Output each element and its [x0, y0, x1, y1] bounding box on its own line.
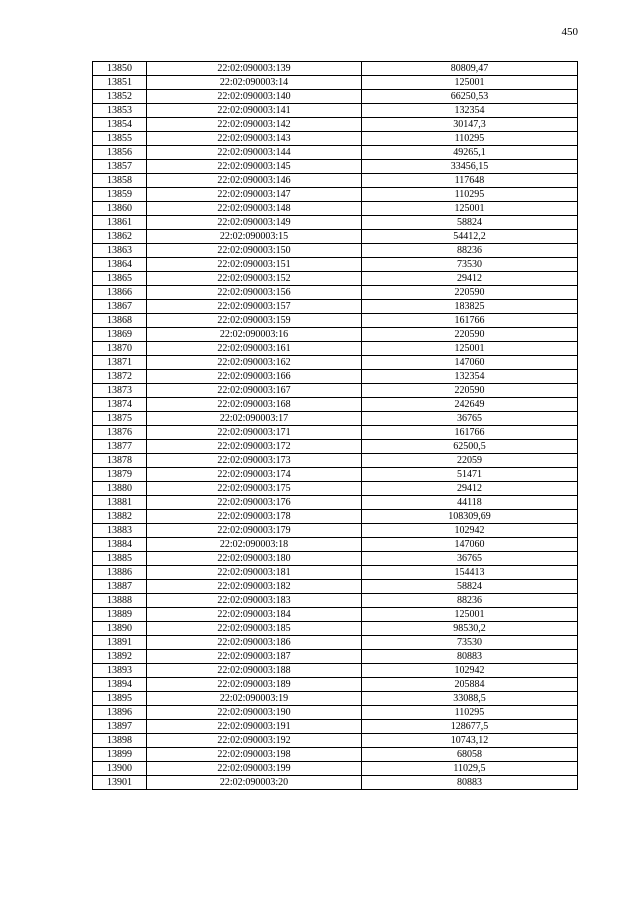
table-row — [93, 454, 578, 468]
value-cell: 73530 — [362, 258, 578, 272]
row-number-cell: 13894 — [93, 678, 147, 692]
table-row — [93, 384, 578, 398]
value-cell: 68058 — [362, 748, 578, 762]
row-number-cell: 13865 — [93, 272, 147, 286]
row-number-cell: 13855 — [93, 132, 147, 146]
cadastral-number-cell: 22:02:090003:191 — [147, 720, 362, 734]
row-number-cell: 13884 — [93, 538, 147, 552]
cadastral-number-cell: 22:02:090003:176 — [147, 496, 362, 510]
cadastral-number-cell: 22:02:090003:139 — [147, 62, 362, 76]
table-row — [93, 146, 578, 160]
row-number-cell: 13859 — [93, 188, 147, 202]
cadastral-number-cell: 22:02:090003:167 — [147, 384, 362, 398]
row-number-cell: 13897 — [93, 720, 147, 734]
table-row — [93, 720, 578, 734]
table-row — [93, 748, 578, 762]
value-cell: 205884 — [362, 678, 578, 692]
row-number-cell: 13891 — [93, 636, 147, 650]
row-number-cell: 13861 — [93, 216, 147, 230]
cadastral-number-cell: 22:02:090003:190 — [147, 706, 362, 720]
value-cell: 102942 — [362, 524, 578, 538]
table-row — [93, 524, 578, 538]
table-row — [93, 216, 578, 230]
value-cell: 110295 — [362, 132, 578, 146]
value-cell: 73530 — [362, 636, 578, 650]
cadastral-number-cell: 22:02:090003:180 — [147, 552, 362, 566]
row-number-cell: 13862 — [93, 230, 147, 244]
page-number: 450 — [561, 26, 578, 38]
table-row — [93, 132, 578, 146]
cadastral-number-cell: 22:02:090003:181 — [147, 566, 362, 580]
value-cell: 58824 — [362, 580, 578, 594]
table-row — [93, 426, 578, 440]
row-number-cell: 13901 — [93, 776, 147, 790]
cadastral-number-cell: 22:02:090003:144 — [147, 146, 362, 160]
value-cell: 88236 — [362, 594, 578, 608]
cadastral-number-cell: 22:02:090003:142 — [147, 118, 362, 132]
row-number-cell: 13886 — [93, 566, 147, 580]
value-cell: 161766 — [362, 314, 578, 328]
cadastral-number-cell: 22:02:090003:159 — [147, 314, 362, 328]
row-number-cell: 13853 — [93, 104, 147, 118]
table-row — [93, 496, 578, 510]
value-cell: 44118 — [362, 496, 578, 510]
table-row — [93, 468, 578, 482]
value-cell: 29412 — [362, 482, 578, 496]
cadastral-number-cell: 22:02:090003:174 — [147, 468, 362, 482]
table-row — [93, 636, 578, 650]
value-cell: 147060 — [362, 538, 578, 552]
row-number-cell: 13864 — [93, 258, 147, 272]
row-number-cell: 13860 — [93, 202, 147, 216]
value-cell: 220590 — [362, 328, 578, 342]
table-row — [93, 188, 578, 202]
table-row — [93, 762, 578, 776]
value-cell: 98530,2 — [362, 622, 578, 636]
row-number-cell: 13877 — [93, 440, 147, 454]
cadastral-number-cell: 22:02:090003:198 — [147, 748, 362, 762]
cadastral-number-cell: 22:02:090003:150 — [147, 244, 362, 258]
cadastral-number-cell: 22:02:090003:146 — [147, 174, 362, 188]
value-cell: 10743,12 — [362, 734, 578, 748]
cadastral-number-cell: 22:02:090003:168 — [147, 398, 362, 412]
row-number-cell: 13892 — [93, 650, 147, 664]
row-number-cell: 13900 — [93, 762, 147, 776]
row-number-cell: 13885 — [93, 552, 147, 566]
row-number-cell: 13893 — [93, 664, 147, 678]
value-cell: 22059 — [362, 454, 578, 468]
table-row — [93, 412, 578, 426]
cadastral-number-cell: 22:02:090003:152 — [147, 272, 362, 286]
cadastral-number-cell: 22:02:090003:19 — [147, 692, 362, 706]
cadastral-number-cell: 22:02:090003:16 — [147, 328, 362, 342]
table-row — [93, 202, 578, 216]
value-cell: 125001 — [362, 608, 578, 622]
table-row — [93, 538, 578, 552]
table-row — [93, 440, 578, 454]
cadastral-number-cell: 22:02:090003:188 — [147, 664, 362, 678]
table-row — [93, 272, 578, 286]
cadastral-number-cell: 22:02:090003:171 — [147, 426, 362, 440]
row-number-cell: 13882 — [93, 510, 147, 524]
cadastral-number-cell: 22:02:090003:184 — [147, 608, 362, 622]
value-cell: 132354 — [362, 370, 578, 384]
table-row — [93, 244, 578, 258]
cadastral-number-cell: 22:02:090003:141 — [147, 104, 362, 118]
value-cell: 220590 — [362, 384, 578, 398]
table-row — [93, 678, 578, 692]
value-cell: 29412 — [362, 272, 578, 286]
value-cell: 51471 — [362, 468, 578, 482]
row-number-cell: 13857 — [93, 160, 147, 174]
cadastral-number-cell: 22:02:090003:151 — [147, 258, 362, 272]
row-number-cell: 13899 — [93, 748, 147, 762]
cadastral-number-cell: 22:02:090003:192 — [147, 734, 362, 748]
value-cell: 161766 — [362, 426, 578, 440]
row-number-cell: 13887 — [93, 580, 147, 594]
value-cell: 33456,15 — [362, 160, 578, 174]
value-cell: 11029,5 — [362, 762, 578, 776]
table-row — [93, 370, 578, 384]
cadastral-number-cell: 22:02:090003:189 — [147, 678, 362, 692]
table-row — [93, 328, 578, 342]
cadastral-number-cell: 22:02:090003:185 — [147, 622, 362, 636]
table-row — [93, 398, 578, 412]
row-number-cell: 13880 — [93, 482, 147, 496]
cadastral-number-cell: 22:02:090003:172 — [147, 440, 362, 454]
cadastral-number-cell: 22:02:090003:157 — [147, 300, 362, 314]
table-row — [93, 76, 578, 90]
cadastral-number-cell: 22:02:090003:156 — [147, 286, 362, 300]
value-cell: 125001 — [362, 342, 578, 356]
cadastral-number-cell: 22:02:090003:175 — [147, 482, 362, 496]
table-row — [93, 776, 578, 790]
table-row — [93, 482, 578, 496]
row-number-cell: 13895 — [93, 692, 147, 706]
cadastral-number-cell: 22:02:090003:20 — [147, 776, 362, 790]
cadastral-number-cell: 22:02:090003:187 — [147, 650, 362, 664]
table-row — [93, 62, 578, 76]
value-cell: 58824 — [362, 216, 578, 230]
table-row — [93, 510, 578, 524]
cadastral-number-cell: 22:02:090003:179 — [147, 524, 362, 538]
cadastral-number-cell: 22:02:090003:148 — [147, 202, 362, 216]
cadastral-number-cell: 22:02:090003:199 — [147, 762, 362, 776]
row-number-cell: 13863 — [93, 244, 147, 258]
value-cell: 36765 — [362, 412, 578, 426]
value-cell: 132354 — [362, 104, 578, 118]
row-number-cell: 13856 — [93, 146, 147, 160]
value-cell: 220590 — [362, 286, 578, 300]
row-number-cell: 13870 — [93, 342, 147, 356]
cadastral-number-cell: 22:02:090003:18 — [147, 538, 362, 552]
value-cell: 62500,5 — [362, 440, 578, 454]
row-number-cell: 13851 — [93, 76, 147, 90]
table-row — [93, 552, 578, 566]
table-row — [93, 230, 578, 244]
row-number-cell: 13858 — [93, 174, 147, 188]
cadastral-number-cell: 22:02:090003:15 — [147, 230, 362, 244]
value-cell: 147060 — [362, 356, 578, 370]
row-number-cell: 13896 — [93, 706, 147, 720]
row-number-cell: 13874 — [93, 398, 147, 412]
cadastral-number-cell: 22:02:090003:145 — [147, 160, 362, 174]
row-number-cell: 13873 — [93, 384, 147, 398]
row-number-cell: 13881 — [93, 496, 147, 510]
table-row — [93, 118, 578, 132]
value-cell: 110295 — [362, 706, 578, 720]
cadastral-number-cell: 22:02:090003:147 — [147, 188, 362, 202]
value-cell: 183825 — [362, 300, 578, 314]
row-number-cell: 13879 — [93, 468, 147, 482]
row-number-cell: 13854 — [93, 118, 147, 132]
table-row — [93, 650, 578, 664]
row-number-cell: 13852 — [93, 90, 147, 104]
value-cell: 125001 — [362, 202, 578, 216]
table-row — [93, 300, 578, 314]
table-row — [93, 258, 578, 272]
cadastral-number-cell: 22:02:090003:186 — [147, 636, 362, 650]
value-cell: 125001 — [362, 76, 578, 90]
value-cell: 49265,1 — [362, 146, 578, 160]
cadastral-number-cell: 22:02:090003:17 — [147, 412, 362, 426]
value-cell: 242649 — [362, 398, 578, 412]
cadastral-number-cell: 22:02:090003:182 — [147, 580, 362, 594]
value-cell: 80883 — [362, 650, 578, 664]
value-cell: 110295 — [362, 188, 578, 202]
row-number-cell: 13888 — [93, 594, 147, 608]
table-body — [93, 62, 578, 790]
cadastral-number-cell: 22:02:090003:183 — [147, 594, 362, 608]
table-row — [93, 314, 578, 328]
row-number-cell: 13869 — [93, 328, 147, 342]
cadastral-number-cell: 22:02:090003:149 — [147, 216, 362, 230]
cadastral-number-cell: 22:02:090003:162 — [147, 356, 362, 370]
cadastral-table — [92, 61, 578, 790]
row-number-cell: 13889 — [93, 608, 147, 622]
value-cell: 66250,53 — [362, 90, 578, 104]
row-number-cell: 13876 — [93, 426, 147, 440]
cadastral-number-cell: 22:02:090003:140 — [147, 90, 362, 104]
value-cell: 108309,69 — [362, 510, 578, 524]
table-row — [93, 356, 578, 370]
row-number-cell: 13867 — [93, 300, 147, 314]
cadastral-number-cell: 22:02:090003:178 — [147, 510, 362, 524]
row-number-cell: 13871 — [93, 356, 147, 370]
value-cell: 54412,2 — [362, 230, 578, 244]
value-cell: 102942 — [362, 664, 578, 678]
table-row — [93, 580, 578, 594]
value-cell: 80809,47 — [362, 62, 578, 76]
table-row — [93, 594, 578, 608]
row-number-cell: 13890 — [93, 622, 147, 636]
table-row — [93, 104, 578, 118]
row-number-cell: 13868 — [93, 314, 147, 328]
table-row — [93, 706, 578, 720]
value-cell: 128677,5 — [362, 720, 578, 734]
table-row — [93, 566, 578, 580]
table-row — [93, 664, 578, 678]
cadastral-number-cell: 22:02:090003:166 — [147, 370, 362, 384]
cadastral-number-cell: 22:02:090003:14 — [147, 76, 362, 90]
row-number-cell: 13883 — [93, 524, 147, 538]
table-row — [93, 342, 578, 356]
table-row — [93, 734, 578, 748]
row-number-cell: 13866 — [93, 286, 147, 300]
table-row — [93, 622, 578, 636]
cadastral-number-cell: 22:02:090003:161 — [147, 342, 362, 356]
row-number-cell: 13875 — [93, 412, 147, 426]
cadastral-number-cell: 22:02:090003:143 — [147, 132, 362, 146]
row-number-cell: 13878 — [93, 454, 147, 468]
table-row — [93, 608, 578, 622]
row-number-cell: 13850 — [93, 62, 147, 76]
table-row — [93, 692, 578, 706]
row-number-cell: 13898 — [93, 734, 147, 748]
value-cell: 154413 — [362, 566, 578, 580]
value-cell: 36765 — [362, 552, 578, 566]
value-cell: 117648 — [362, 174, 578, 188]
table-row — [93, 90, 578, 104]
value-cell: 33088,5 — [362, 692, 578, 706]
table-row — [93, 286, 578, 300]
table-row — [93, 174, 578, 188]
value-cell: 88236 — [362, 244, 578, 258]
cadastral-number-cell: 22:02:090003:173 — [147, 454, 362, 468]
value-cell: 30147,3 — [362, 118, 578, 132]
table-row — [93, 160, 578, 174]
row-number-cell: 13872 — [93, 370, 147, 384]
value-cell: 80883 — [362, 776, 578, 790]
